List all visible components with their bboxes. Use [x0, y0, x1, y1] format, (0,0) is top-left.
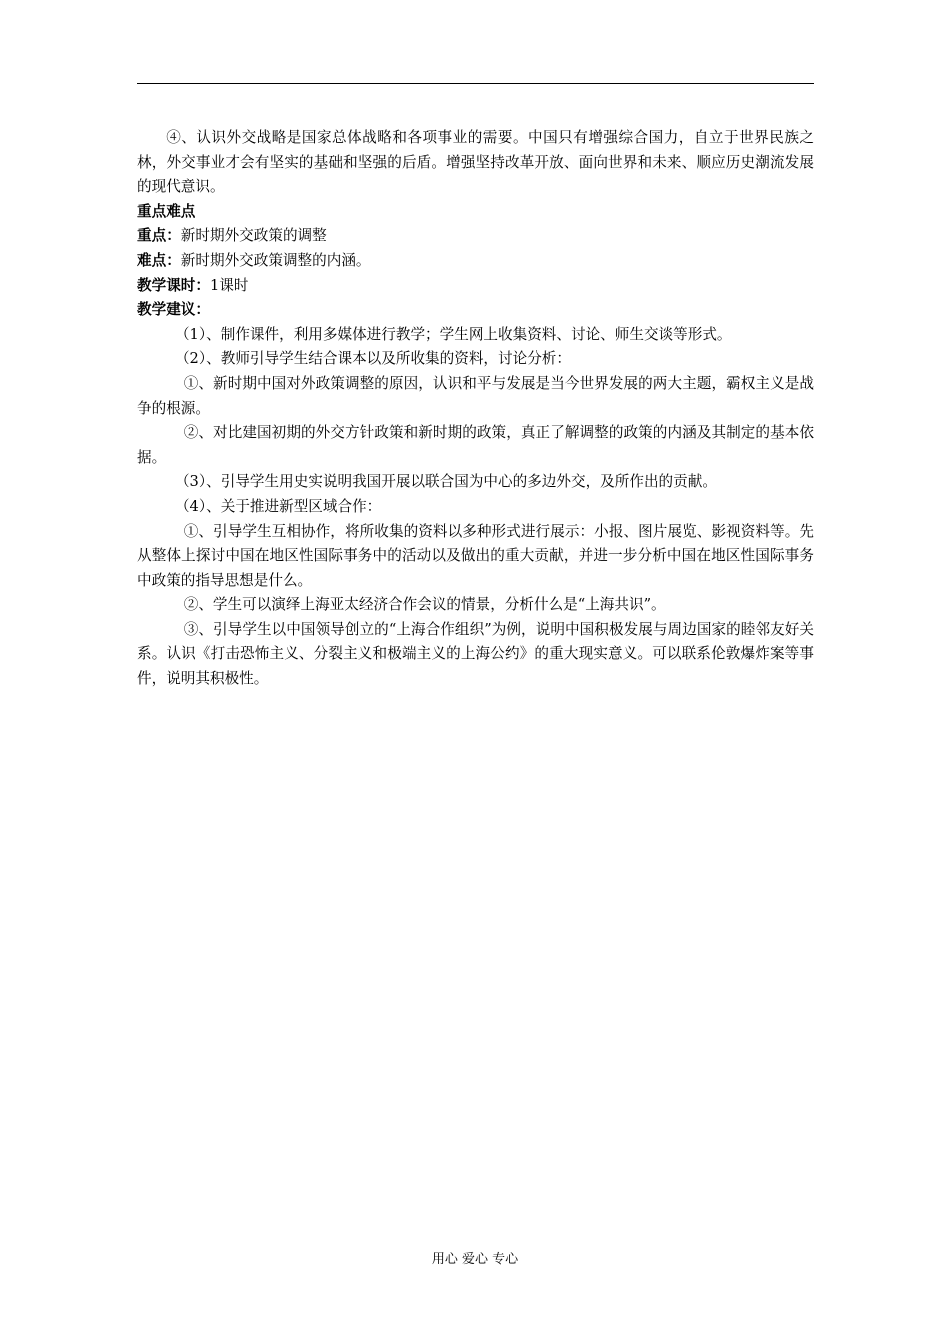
suggestion-2-item-2: ②、对比建国初期的外交方针政策和新时期的政策，真正了解调整的政策的内涵及其制定的基本依据。 [137, 424, 814, 466]
suggestion-2: （2）、教师引导学生结合课本以及所收集的资料，讨论分析： [174, 350, 571, 368]
difficulty-line [137, 249, 814, 274]
suggestion-4-item-2: ②、学生可以演绎上海亚太经济合作会议的情景，分析什么是“上海共识”。 [183, 596, 666, 614]
header-rule [137, 83, 814, 84]
class-hours-label: 教学课时： [137, 276, 210, 294]
class-hours-text: 1课时 [209, 276, 249, 294]
suggestion-2-item-1: ①、新时期中国对外政策调整的原因，认识和平与发展是当今世界发展的两大主题，霸权主义是战争的根源。 [137, 374, 814, 417]
objective-paragraph-4: ④、认识外交战略是国家总体战略和各项事业的需要。中国只有增强综合国力，自立于世界民族之林，外交事业才会有坚实的基础和坚强的后盾。增强坚持改革开放、面向世界和未来、顺应历史潮流发展的现代意识。 [137, 129, 814, 196]
teaching-suggestions-heading: 教学建议： [137, 301, 210, 319]
suggestion-1: （1）、制作课件，利用多媒体进行教学；学生网上收集资料、讨论、师生交谈等形式。 [174, 325, 732, 343]
key-point-line [137, 224, 814, 249]
key-points-heading: 重点难点 [137, 202, 196, 220]
suggestion-4-item-1: ①、引导学生互相协作，将所收集的资料以多种形式进行展示：小报、图片展览、影视资料等。先从整体上探讨中国在地区性国际事务中的活动以及做出的重大贡献，并进一步分析中国在地区性国际事务中政策的指导思想是什么。 [137, 522, 814, 589]
suggestion-4: （4）、关于推进新型区域合作： [174, 497, 382, 515]
difficulty-label: 难点： [137, 251, 181, 269]
class-hours-line [137, 274, 814, 299]
suggestion-4-item-3: ③、引导学生以中国领导创立的“上海合作组织”为例，说明中国积极发展与周边国家的睦邻友好关系。认识《打击恐怖主义、分裂主义和极端主义的上海公约》的重大现实意义。可以联系伦敦爆炸案等事件，说明其积极性。 [137, 620, 814, 688]
page-footer: 用心 爱心 专心 [431, 1252, 519, 1267]
document-body [137, 126, 814, 692]
key-point-label: 重点： [137, 227, 181, 245]
key-point-text: 新时期外交政策的调整 [180, 227, 327, 245]
suggestion-3: （3）、引导学生用史实说明我国开展以联合国为中心的多边外交，及所作出的贡献。 [174, 473, 717, 491]
difficulty-text: 新时期外交政策调整的内涵。 [180, 251, 371, 269]
